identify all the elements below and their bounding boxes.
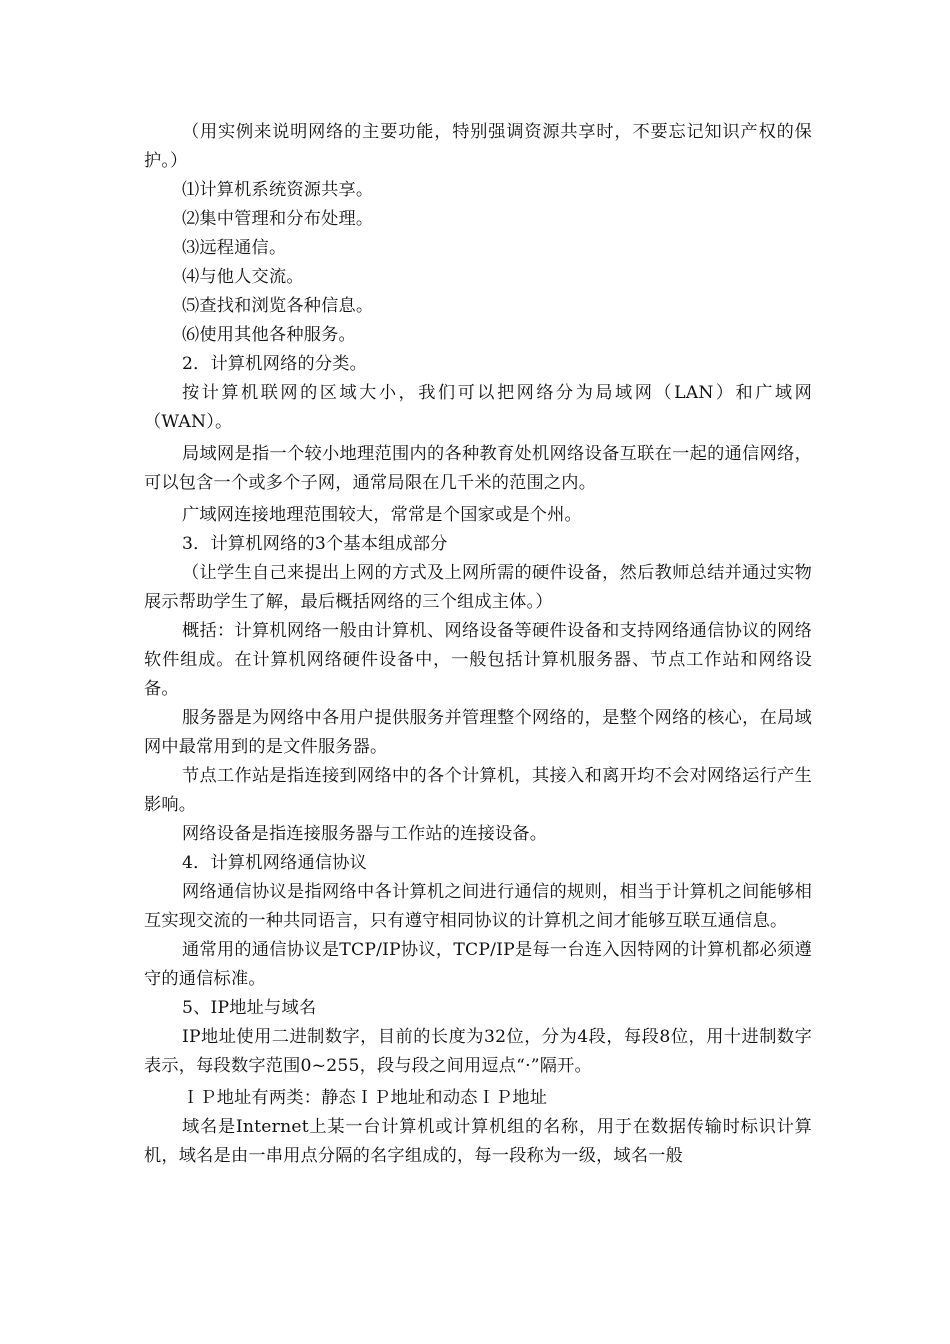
- paragraph-components-summary: 概括：计算机网络一般由计算机、网络设备等硬件设备和支持网络通信协议的网络软件组成。在计算机网络硬件设备中，一般包括计算机服务器、节点工作站和网络设备。: [144, 621, 812, 699]
- document-body: [144, 118, 812, 1171]
- paragraph-ip-address: IP地址使用二进制数字，目前的长度为32位，分为4段，每段8位，用十进制数字表示，每段数字范围0~255，段与段之间用逗点“·”隔开。: [144, 1027, 812, 1076]
- paragraph-network-device: 网络设备是指连接服务器与工作站的连接设备。: [182, 824, 548, 844]
- paragraph-network-function-note: （用实例来说明网络的主要功能，特别强调资源共享时，不要忘记知识产权的保护。）: [144, 122, 812, 171]
- paragraph-protocol-definition: 网络通信协议是指网络中各计算机之间进行通信的规则，相当于计算机之间能够相互实现交流的一种共同语言，只有遵守相同协议的计算机之间才能够互联互通信息。: [144, 882, 812, 931]
- paragraph-domain-name: 域名是Internet上某一台计算机或计算机组的名称，用于在数据传输时标识计算机，域名是由一串用点分隔的名字组成的，每一段称为一级，域名一般: [144, 1117, 812, 1166]
- paragraph-components-note: （让学生自己来提出上网的方式及上网所需的硬件设备，然后教师总结并通过实物展示帮助学生了解，最后概括网络的三个组成主体。）: [144, 563, 812, 612]
- paragraph-workstation: 节点工作站是指连接到网络中的各个计算机，其接入和离开均不会对网络运行产生影响。: [144, 766, 812, 815]
- paragraph-wan-definition: 广域网连接地理范围较大，常常是个国家或是个州。: [182, 505, 582, 525]
- list-item-other-services: ⑹使用其他各种服务。: [182, 325, 356, 345]
- list-item-resource-sharing: ⑴计算机系统资源共享。: [182, 180, 374, 200]
- section-heading-components: 3．计算机网络的3个基本组成部分: [182, 534, 448, 554]
- section-heading-protocol: 4．计算机网络通信协议: [182, 853, 368, 873]
- list-item-browse-information: ⑸查找和浏览各种信息。: [182, 296, 374, 316]
- list-item-centralized-management: ⑵集中管理和分布处理。: [182, 209, 374, 229]
- list-item-remote-communication: ⑶远程通信。: [182, 238, 287, 258]
- paragraph-lan-definition: 局域网是指一个较小地理范围内的各种教育处机网络设备互联在一起的通信网络，可以包含一个或多个子网，通常局限在几千米的范围之内。: [144, 444, 812, 493]
- section-heading-classification: 2．计算机网络的分类。: [182, 354, 368, 374]
- list-item-communicate-with-others: ⑷与他人交流。: [182, 267, 304, 287]
- paragraph-lan-wan: 按计算机联网的区域大小，我们可以把网络分为局域网（LAN）和广域网（WAN）。: [144, 383, 812, 432]
- paragraph-server: 服务器是为网络中各用户提供服务并管理整个网络的，是整个网络的核心，在局域网中最常用到的是文件服务器。: [144, 708, 812, 757]
- section-heading-ip-domain: 5、IP地址与域名: [182, 998, 317, 1018]
- paragraph-ip-types: ＩＰ地址有两类：静态ＩＰ地址和动态ＩＰ地址: [182, 1088, 548, 1108]
- paragraph-tcpip: 通常用的通信协议是TCP/IP协议，TCP/IP是每一台连入因特网的计算机都必须遵守的通信标准。: [144, 940, 812, 989]
